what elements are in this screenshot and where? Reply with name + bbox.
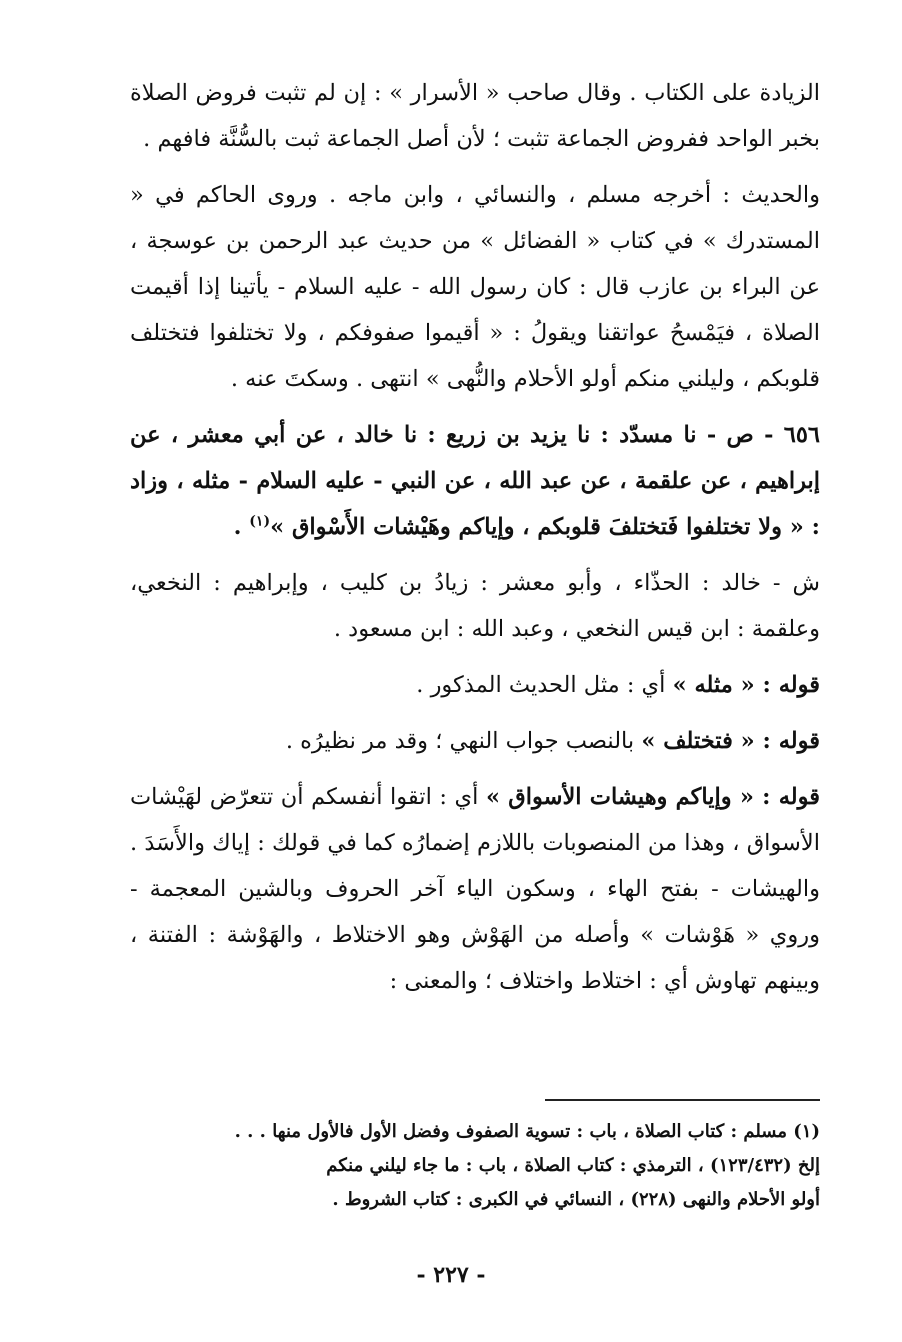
footnote-line: (١) مسلم : كتاب الصلاة ، باب : تسوية الصفوف وفضل الأول فالأول منها . . .: [234, 1121, 820, 1142]
paragraph-4: ش - خالد : الحذّاء ، وأبو معشر : زيادُ بن كليب ، وإبراهيم : النخعي، وعلقمة : ابن قيس النخعي ، وعبد الله : ابن مسعود .: [130, 570, 820, 642]
footnote-line: إلخ (١٢٣/٤٣٢) ، الترمذي : كتاب الصلاة ، باب : ما جاء ليلني منكم: [326, 1155, 820, 1176]
paragraph-2: والحديث : أخرجه مسلم ، والنسائي ، وابن ماجه . وروى الحاكم في « المستدرك » في كتاب « الفضائل » من حديث عبد الرحمن بن عوسجة ، عن البراء بن عازب قال : كان رسول الله - عليه السلام - يأتينا إذا أقيمت الصلاة ، فيَمْسحُ عواتقنا ويقولُ : « أقيموا صفوفكم ، ولا تختلفوا فتختلف قلوبكم ، وليلني منكم أولو الأحلام والنُّهى » انتهى . وسكتَ عنه .: [130, 182, 820, 392]
paragraph-1: الزيادة على الكتاب . وقال صاحب « الأسرار » : إن لم تثبت فروض الصلاة بخبر الواحد ففروض الجماعة تثبت ؛ لأن أصل الجماعة ثبت بالسُّنَّة فافهم .: [130, 80, 820, 152]
qawluh-label: قوله : « مثله »: [672, 672, 820, 698]
paragraph-5-text: أي : مثل الحديث المذكور .: [416, 672, 673, 698]
footnote-ref: (١): [249, 513, 271, 530]
qawluh-label: قوله : « وإياكم وهيشات الأسواق »: [485, 784, 820, 810]
footnotes: [130, 1115, 820, 1217]
page-number: - ٢٢٧ -: [416, 1262, 486, 1288]
footnote-line: أولو الأحلام والنهى (٢٢٨) ، النسائي في الكبرى : كتاب الشروط .: [332, 1189, 820, 1210]
footnote-divider: [545, 1099, 820, 1101]
paragraph-5: [130, 662, 820, 708]
paragraph-6: [130, 718, 820, 764]
paragraph-7: [130, 774, 820, 1004]
hadith-text: ٦٥٦ - ص - نا مسدّد : نا يزيد بن زريع : نا خالد ، عن أبي معشر ، عن إبراهيم ، عن علقمة ، عن عبد الله ، عن النبي - عليه السلام - مثله ، وزاد : « ولا تختلفوا فَتختلفَ قلوبكم ، وإياكم وهَيْشات الأَسْواق »: [130, 422, 820, 540]
paragraph-7-text: أي : اتقوا أنفسكم أن تتعرّض لهَيْشات الأسواق ، وهذا من المنصوبات باللازم إضمارُه كما في قولك : إياك والأَسَدَ . والهيشات - بفتح الهاء ، وسكون الياء آخر الحروف وبالشين المعجمة - وروي « هَوْشات » وأصله من الهَوْش وهو الاختلاط ، والهَوْشة : الفتنة ، وبينهم تهاوش أي : اختلاط واختلاف ؛ والمعنى :: [130, 784, 820, 994]
paragraph-6-text: بالنصب جواب النهي ؛ وقد مر نظيرُه .: [285, 728, 642, 754]
qawluh-label: قوله : « فتختلف »: [641, 728, 820, 754]
main-text: [130, 70, 820, 1014]
hadith-656: [130, 412, 820, 550]
hadith-end: .: [233, 514, 250, 540]
